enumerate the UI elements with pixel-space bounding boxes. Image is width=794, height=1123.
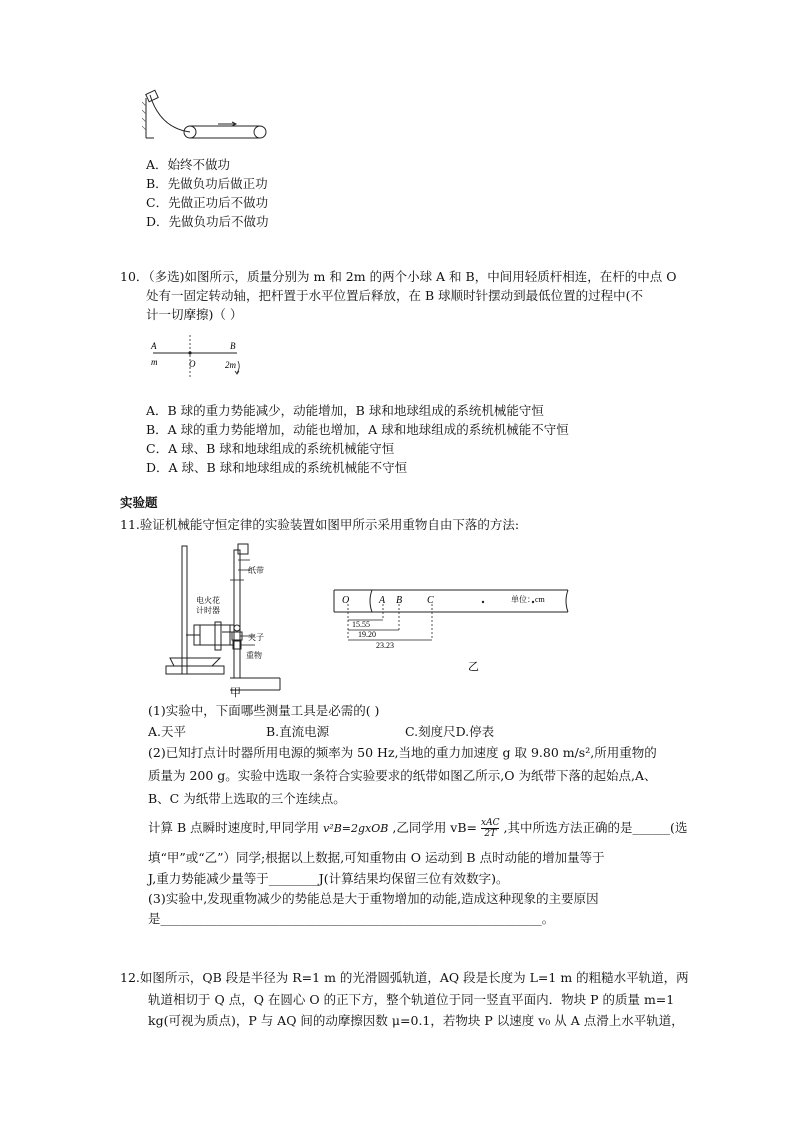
fig-jia-timer: 电火花 [196, 596, 220, 605]
q11-part1-opt-c: C.刻度尺D.停表 [405, 724, 495, 739]
q11-formula-yi [481, 818, 499, 839]
fig10-label-2m: 2m [225, 360, 236, 370]
q9-option-c: C．先做正功后不做功 [146, 195, 269, 210]
q11-part1: (1)实验中，下面哪些测量工具是必需的( ) [148, 703, 380, 718]
q10-line-1: 10．（多选)如图所示，质量分别为 m 和 2m 的两个小球 A 和 B，中间用轻质杆相连，在杆的中点 O [120, 269, 677, 284]
q11-part3-a: (3)实验中,发现重物减少的势能总是大于重物增加的动能,造成这种现象的主要原因 [148, 891, 599, 906]
fig-yi-d3: 23.23 [376, 641, 394, 650]
q12-line-2: 轨道相切于 Q 点，Q 在圆心 O 的正下方，整个轨道位于同一竖直平面内．物块 P 的质量 m=1 [148, 992, 675, 1007]
q11-part3-b: 是_____________________________________________________________。 [148, 911, 555, 926]
q11-intro: 11.验证机械能守恒定律的实验装置如图甲所示采用重物自由下落的方法: [120, 517, 520, 532]
fig-yi-d2: 19.20 [358, 630, 376, 639]
fig-yi-c: C [427, 595, 434, 606]
q11-part2-f: J,重力势能减少量等于________J(计算结果均保留三位有效数字)。 [148, 871, 509, 886]
fig10-label-b: B [230, 341, 236, 351]
fig-jia-weight: 重物 [246, 651, 262, 660]
q11-part1-opt-a: A.天平 [148, 724, 187, 739]
rod-pivot-figure [145, 335, 255, 385]
q10-line-2: 处有一固定转动轴，把杆置于水平位置后释放，在 B 球顺时针摆动到最低位置的过程中(不 [146, 288, 644, 303]
q10-option-d: D．A 球、B 球和地球组成的系统机械能不守恒 [146, 460, 408, 475]
slide-conveyor-figure [140, 90, 270, 150]
fig-jia-caption: 甲 [230, 687, 241, 699]
q12-line-3: kg(可视为质点)，P 与 AQ 间的动摩擦因数 μ=0.1，若物块 P 以速度 v₀ 从 A 点滑上水平轨道， [148, 1013, 684, 1028]
q11-part2-a: (2)已知打点计时器所用电源的频率为 50 Hz,当地的重力加速度 g 取 9.80 m/s²,所用重物的 [148, 745, 657, 760]
q10-line-3: 计一切摩擦)（ ） [146, 307, 243, 322]
fig-yi-a: A [379, 595, 386, 606]
fig-jia-tape: 纸带 [248, 566, 264, 575]
q10-option-a: A．B 球的重力势能减少，动能增加，B 球和地球组成的系统机械能守恒 [146, 403, 544, 418]
q9-option-a: A．始终不做功 [146, 157, 231, 172]
q9-option-b: B．先做负功后做正功 [146, 176, 268, 191]
fig10-label-a: A [151, 341, 157, 351]
q11-part2-d [148, 818, 687, 839]
fig10-label-o: O [189, 359, 196, 369]
fig-yi-caption: 乙 [468, 661, 479, 673]
fig-jia-timer2: 计时器 [196, 606, 220, 615]
q11-part1-opt-b: B.直流电源 [266, 724, 330, 739]
q11-part2-b: 质量为 200 g。实验中选取一条符合实验要求的纸带如图乙所示,O 为纸带下落的起始点,A、 [148, 768, 657, 783]
q12-line-1: 12.如图所示，QB 段是半径为 R=1 m 的光滑圆弧轨道，AQ 段是长度为 L=1 m 的粗糙水平轨道，两 [120, 970, 689, 985]
q11-part2-d-post: ,其中所选方法正确的是______(选 [503, 820, 688, 835]
q11-formula-jia: v²B=2gxOB [323, 822, 389, 835]
q11-part2-c: B、C 为纸带上选取的三个连续点。 [148, 791, 346, 806]
fig-yi-b: B [396, 595, 403, 606]
q11-formula-yi-num: xAC [481, 818, 500, 828]
q10-option-b: B．A 球的重力势能增加，动能也增加，A 球和地球组成的系统机械能不守恒 [146, 422, 569, 437]
fig10-label-m: m [151, 357, 158, 367]
fig-jia-clip: 夹子 [248, 633, 264, 642]
q10-option-c: C．A 球、B 球和地球组成的系统机械能守恒 [146, 441, 395, 456]
fig-yi-o: O [342, 595, 350, 606]
q9-option-d: D．先做负功后不做功 [146, 214, 269, 229]
apparatus-figure [160, 540, 280, 698]
q11-part2-d-pre: 计算 B 点瞬时速度时,甲同学用 [148, 820, 320, 835]
fig-yi-unit: 单位：cm [511, 595, 545, 604]
q11-part2-d-mid: ,乙同学用 vB= [392, 820, 478, 835]
fig-yi-d1: 15.55 [352, 620, 370, 629]
q11-part2-e: 填“甲”或“乙”）同学;根据以上数据,可知重物由 O 运动到 B 点时动能的增加量等于 [148, 850, 605, 865]
paper-tape-figure [328, 590, 573, 672]
section-title: 实验题 [120, 495, 158, 510]
q11-formula-yi-den: 2T [484, 829, 497, 839]
